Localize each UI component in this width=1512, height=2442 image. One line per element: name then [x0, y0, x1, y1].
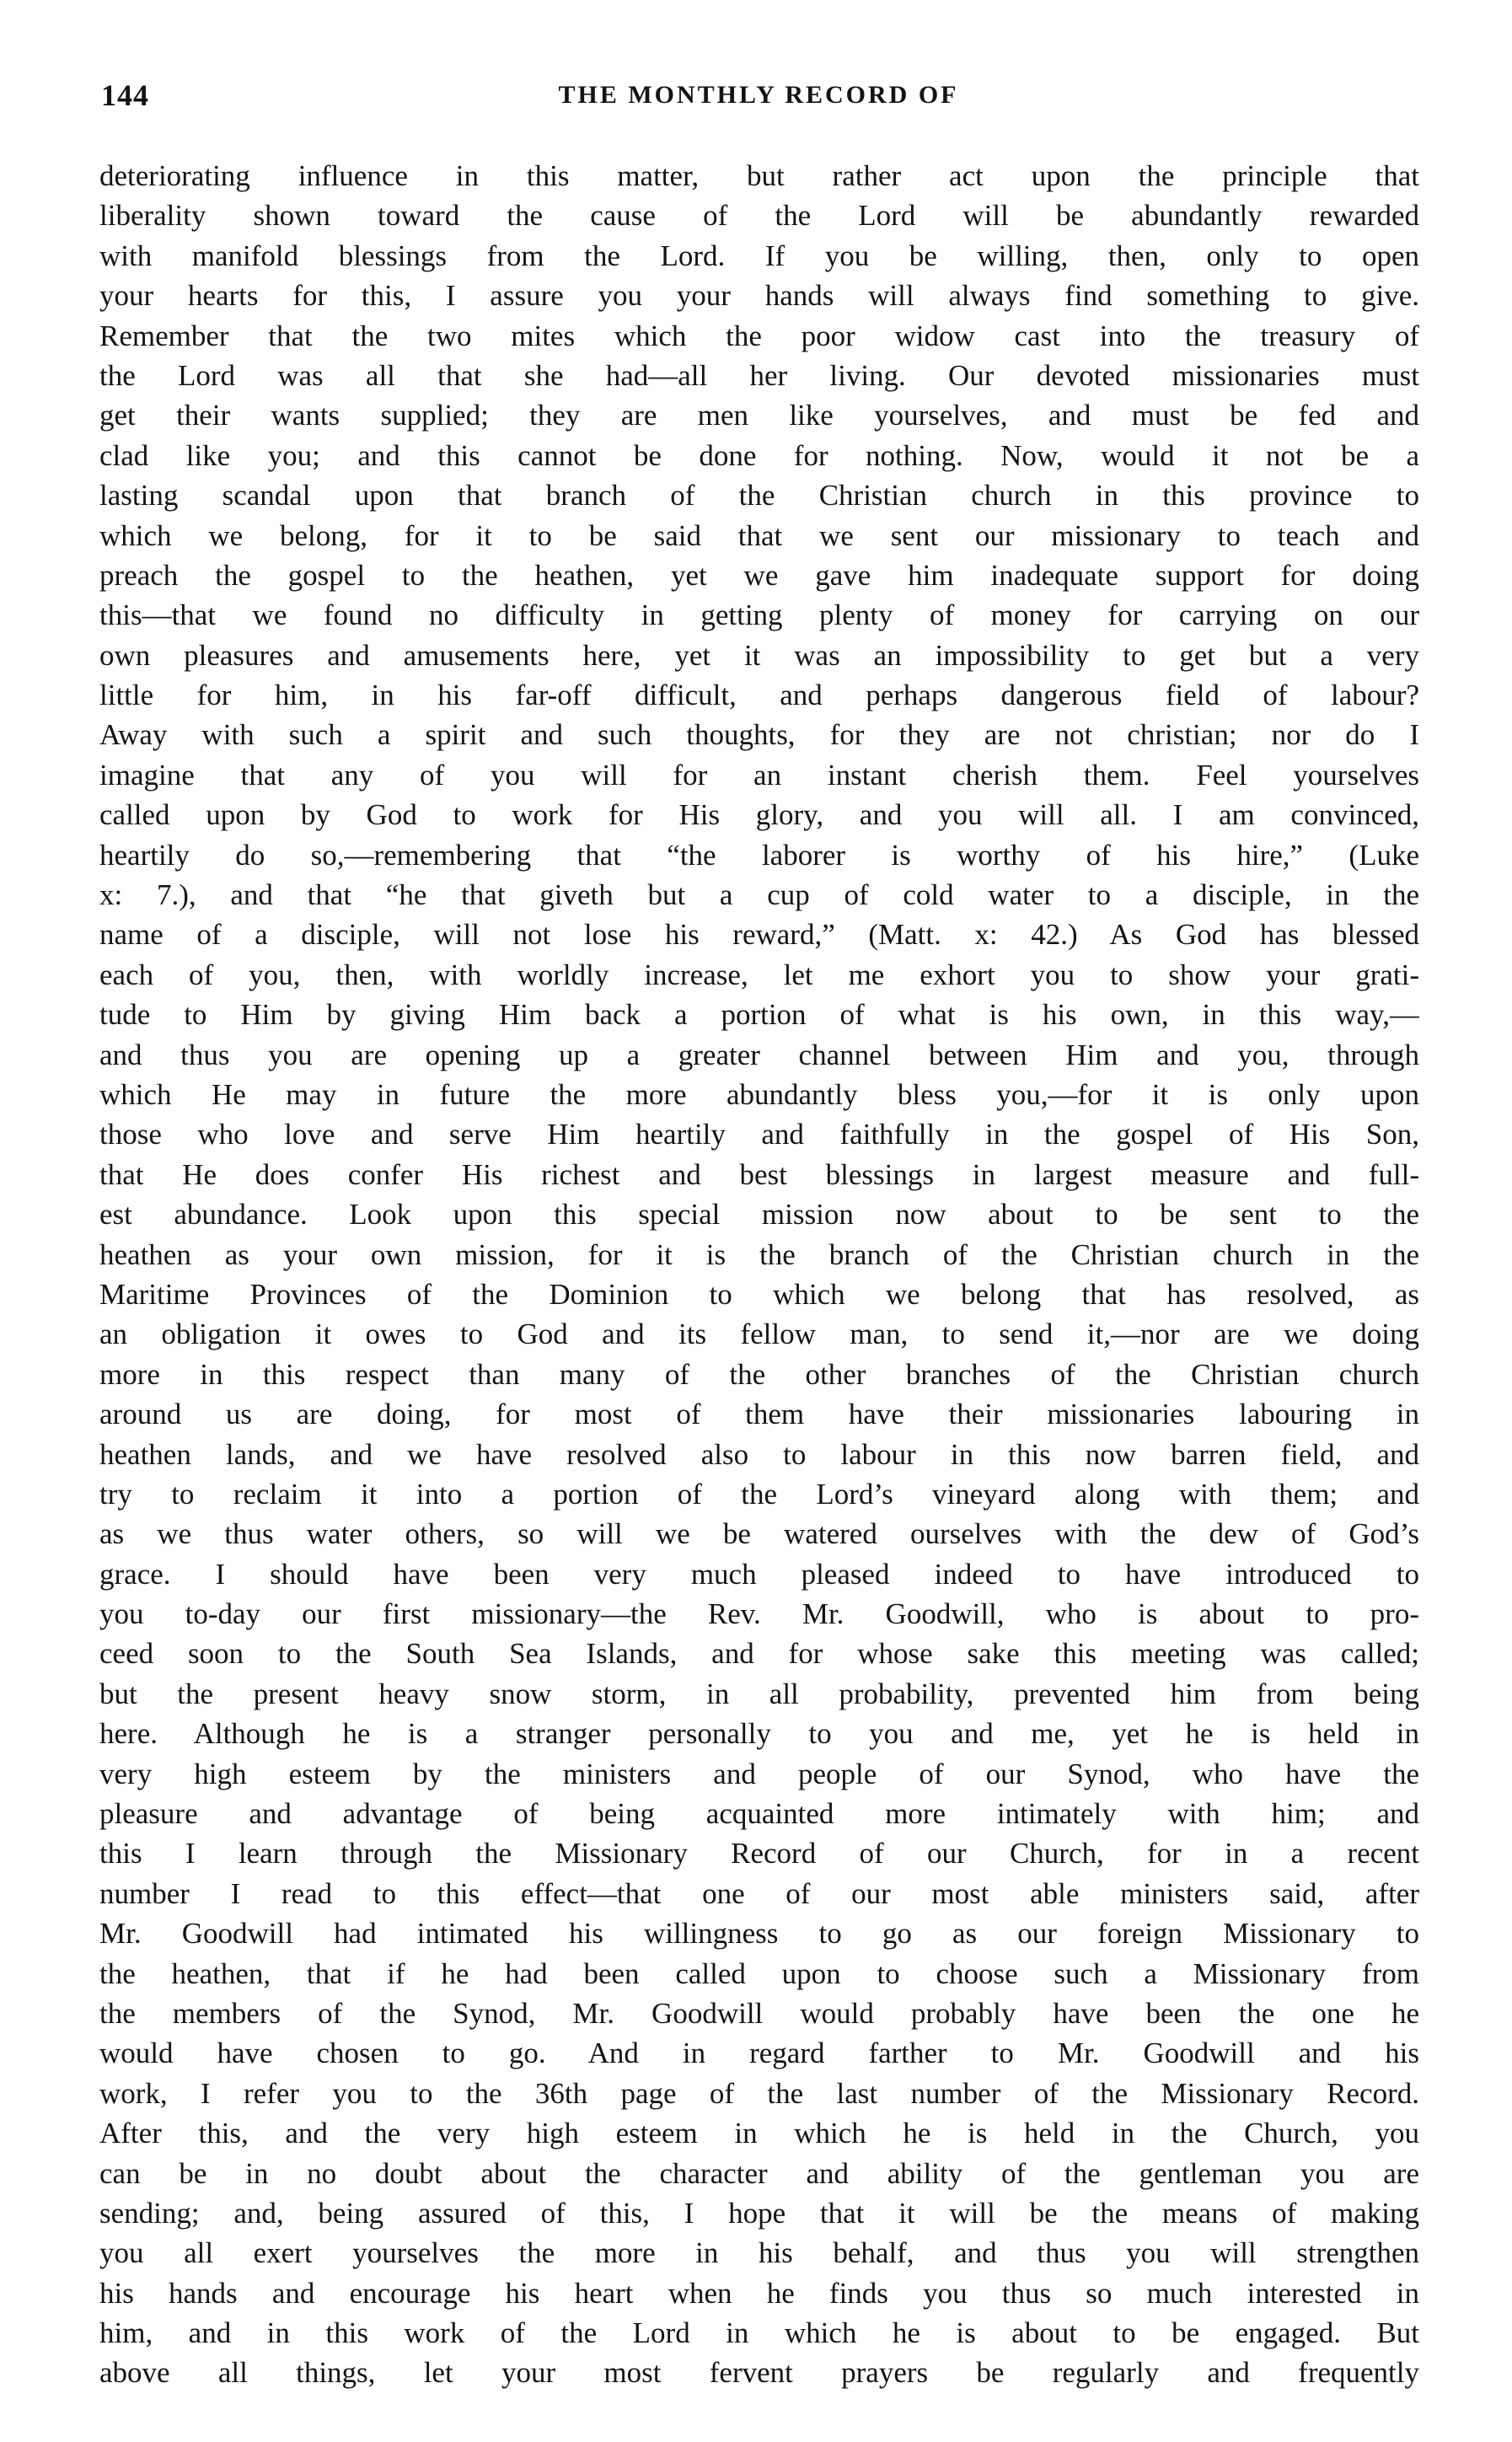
- text-line: sending; and, being assured of this, I hope that it will be the means of making: [99, 2196, 1419, 2230]
- text-line: those who love and serve Him heartily and faithfully in the gospel of His Son,: [99, 1118, 1419, 1151]
- text-line: his hands and encourage his heart when he finds you thus so much interested in: [99, 2276, 1419, 2310]
- text-line: heathen lands, and we have resolved also to labour in this now barren field, and: [99, 1437, 1419, 1471]
- text-line: around us are doing, for most of them have their missionaries labouring in: [99, 1398, 1419, 1431]
- page-header: [101, 78, 1416, 111]
- text-line: pleasure and advantage of being acquainted more intimately with him; and: [99, 1797, 1419, 1831]
- text-line: number I read to this effect—that one of our most able ministers said, after: [99, 1876, 1419, 1910]
- text-line: would have chosen to go. And in regard farther to Mr. Goodwill and his: [99, 2037, 1419, 2070]
- text-line: own pleasures and amusements here, yet it was an impossibility to get but a very: [99, 638, 1419, 672]
- text-line: the members of the Synod, Mr. Goodwill would probably have been the one he: [99, 1996, 1419, 2030]
- body-text: [99, 156, 1419, 2393]
- text-line: can be in no doubt about the character and ability of the gentleman you are: [99, 2156, 1419, 2190]
- text-line: liberality shown toward the cause of the Lord will be abundantly rewarded: [99, 199, 1419, 233]
- text-line: which He may in future the more abundantly bless you,—for it is only upon: [99, 1077, 1419, 1111]
- text-line: this—that we found no difficulty in getting plenty of money for carrying on our: [99, 598, 1419, 632]
- text-line: as we thus water others, so will we be watered ourselves with the dew of God’s: [99, 1517, 1419, 1551]
- text-line: x: 7.), and that “he that giveth but a cup of cold water to a disciple, in the: [99, 878, 1419, 912]
- text-line: here. Although he is a stranger personally to you and me, yet he is held in: [99, 1717, 1419, 1751]
- text-line: and thus you are opening up a greater channel between Him and you, through: [99, 1038, 1419, 1071]
- text-line: grace. I should have been very much pleased indeed to have introduced to: [99, 1557, 1419, 1591]
- running-title: THE MONTHLY RECORD OF: [558, 81, 959, 109]
- text-line: but the present heavy snow storm, in all probability, prevented him from being: [99, 1677, 1419, 1710]
- text-line: you to-day our first missionary—the Rev. Mr. Goodwill, who is about to pro-: [99, 1597, 1419, 1631]
- text-line: clad like you; and this cannot be done for nothing. Now, would it not be a: [99, 438, 1419, 472]
- text-line: try to reclaim it into a portion of the Lord’s vineyard along with them; and: [99, 1477, 1419, 1511]
- page-number: 144: [101, 78, 149, 112]
- text-line: Mr. Goodwill had intimated his willingness to go as our foreign Missionary to: [99, 1917, 1419, 1951]
- text-line: you all exert yourselves the more in his behalf, and thus you will strengthen: [99, 2236, 1419, 2270]
- text-line: which we belong, for it to be said that we sent our missionary to teach and: [99, 518, 1419, 552]
- text-line: called upon by God to work for His glory, and you will all. I am convinced,: [99, 798, 1419, 832]
- text-line: each of you, then, with worldly increase, let me exhort you to show your grati-: [99, 958, 1419, 991]
- text-line: him, and in this work of the Lord in which he is about to be engaged. But: [99, 2316, 1419, 2350]
- text-line: name of a disciple, will not lose his reward,” (Matt. x: 42.) As God has blessed: [99, 918, 1419, 952]
- text-line: the heathen, that if he had been called upon to choose such a Missionary from: [99, 1956, 1419, 1990]
- text-line: that He does confer His richest and best blessings in largest measure and full-: [99, 1157, 1419, 1191]
- text-line: little for him, in his far-off difficult, and perhaps dangerous field of labour?: [99, 679, 1419, 712]
- text-line: After this, and the very high esteem in which he is held in the Church, you: [99, 2117, 1419, 2150]
- text-line: tude to Him by giving Him back a portion of what is his own, in this way,—: [99, 998, 1419, 1032]
- text-line: above all things, let your most fervent prayers be regularly and frequently: [99, 2356, 1419, 2390]
- text-line: get their wants supplied; they are men like yourselves, and must be fed and: [99, 399, 1419, 432]
- text-line: preach the gospel to the heathen, yet we gave him inadequate support for doing: [99, 558, 1419, 592]
- text-line: Maritime Provinces of the Dominion to which we belong that has resolved, as: [99, 1277, 1419, 1311]
- text-line: lasting scandal upon that branch of the Christian church in this province to: [99, 479, 1419, 513]
- text-line: heartily do so,—remembering that “the laborer is worthy of his hire,” (Luke: [99, 838, 1419, 872]
- text-line: heathen as your own mission, for it is the branch of the Christian church in the: [99, 1237, 1419, 1271]
- text-line: imagine that any of you will for an instant cherish them. Feel yourselves: [99, 758, 1419, 792]
- text-line: deteriorating influence in this matter, but rather act upon the principle that: [99, 159, 1419, 192]
- text-line: an obligation it owes to God and its fellow man, to send it,—nor are we doing: [99, 1318, 1419, 1351]
- text-line: the Lord was all that she had—all her living. Our devoted missionaries must: [99, 358, 1419, 392]
- text-line: this I learn through the Missionary Record of our Church, for in a recent: [99, 1837, 1419, 1870]
- text-line: est abundance. Look upon this special mission now about to be sent to the: [99, 1198, 1419, 1232]
- text-line: Away with such a spirit and such thoughts, for they are not christian; nor do I: [99, 718, 1419, 752]
- text-line: Remember that the two mites which the poor widow cast into the treasury of: [99, 319, 1419, 352]
- text-line: ceed soon to the South Sea Islands, and for whose sake this meeting was called;: [99, 1637, 1419, 1671]
- text-line: with manifold blessings from the Lord. If you be willing, then, only to open: [99, 239, 1419, 272]
- text-line: your hearts for this, I assure you your hands will always find something to give.: [99, 279, 1419, 313]
- text-line: very high esteem by the ministers and people of our Synod, who have the: [99, 1757, 1419, 1790]
- text-line: work, I refer you to the 36th page of the last number of the Missionary Record.: [99, 2076, 1419, 2110]
- text-line: more in this respect than many of the other branches of the Christian church: [99, 1357, 1419, 1391]
